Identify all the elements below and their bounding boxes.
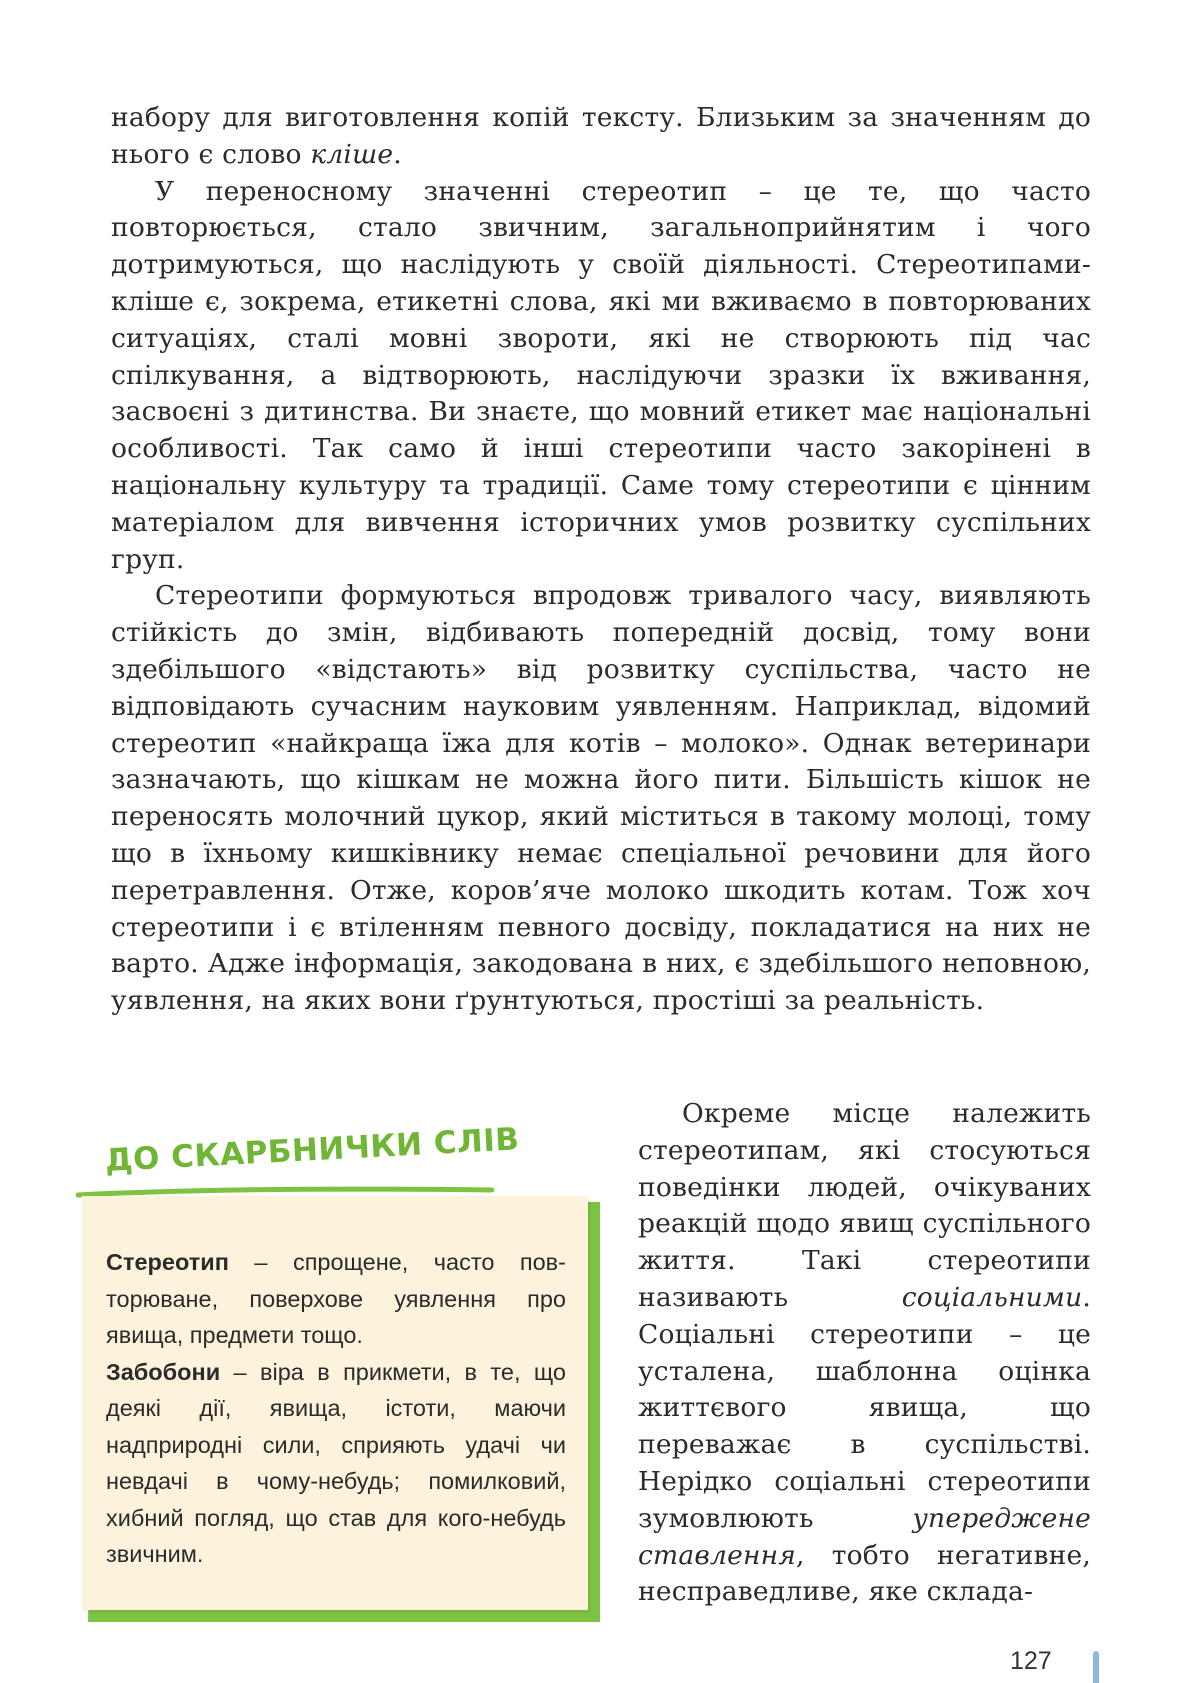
page-edge-bar [1093,1651,1099,1683]
vocab-definition-2: – віра в прикмети, в те, що деякі дії, явища, істоти, маючи надприродні сили, сприяють удачі чи невдачі в чому-небудь; помилковий, хибний погляд, що став для кого-небудь звичним. [106,1358,566,1567]
vocab-definition-1: – спрощене, часто повторюване, поверхове уявлення про явища, предмети тощо. [106,1249,566,1348]
vocab-card [82,1196,588,1610]
paragraph-3: Стереотипи формуються впродовж тривалого часу, виявляють стійкість до змін, відбивають попередній досвід, тому вони здебільшого «відстають» від розвитку суспільства, часто не відповідають сучасним науковим уявленням. Наприклад, відомий стереотип «найкраща їжа для котів – молоко». Однак ветеринари зазначають, що кішкам не можна його пити. Більшість кішок не переносять молочний цукор, який міститься в такому молоці, тому що в їхньому кишківнику немає спеціальної речовини для його перетравлення. Отже, коров’яче молоко шкодить котам. Тож хоч стереотипи і є втіленням певного досвіду, покладатися на них не варто. Адже інформація, закодована в них, є здебільшого неповною, уявлення, на яких вони ґрунтуються, простіші за реальність. [111,580,1091,1017]
vocab-entry-2 [106,1354,566,1573]
paragraph-2: У переносному значенні стереотип – це те, що часто повторюється, стало звичним, загальноприйнятим і чого дотримуються, що наслідують у своїй діяльності. Стереотипами-кліше є, зокрема, етикетні слова, які ми вживаємо в повторюваних ситуаціях, сталі мовні звороти, які не створюють під час спілкування, а відтворюють, наслідуючи зразки їх вживання, засвоєні з дитинства. Ви знаєте, що мовний етикет має національні особливості. Так само й інші стереотипи часто закорінені в національну культуру та традиції. Саме тому стереотипи є цінним матеріалом для вивчення історичних умов розвитку суспільних груп. [111,175,1091,575]
paragraph-4-text-c: , тобто негативне, несправедливе, яке склада- [638,1539,1091,1608]
vocab-content [106,1244,566,1573]
vocab-term-2: Забобони [106,1358,221,1385]
paragraph-4-text-a: Окреме місце належить стереотипам, які стосуються поведінки людей, очікуваних реакцій щодо явищ суспільного життя. Такі стереотипи називають [638,1098,1091,1313]
vocab-term-1: Стереотип [106,1249,229,1275]
page-number: 127 [1010,1647,1052,1675]
paragraph-1 [111,100,1091,174]
term-prejudice: упереджене ставлення [638,1502,1091,1571]
main-text [111,100,1091,1020]
paragraph-1-text: набору для виготовлення копій тексту. Близьким за значенням до нього є слово [111,102,1091,170]
paragraph-4-text-b: . Соціальні стереотипи – це усталена, шаблонна оцінка життєвого явища, що переважає в суспільстві. Нерідко соціальні стереотипи зумовлюють [638,1281,1091,1534]
paragraph-1-end: . [393,138,402,170]
term-cliche: кліше [310,138,394,170]
paragraph-4 [638,1096,1091,1611]
vocab-box [82,1196,594,1618]
vocab-entry-1 [106,1244,566,1354]
right-column-text [638,1096,1091,1611]
vocab-title: ДО СКАРБНИЧКИ СЛІВ [104,1121,521,1179]
term-social: соціальними [901,1281,1083,1313]
